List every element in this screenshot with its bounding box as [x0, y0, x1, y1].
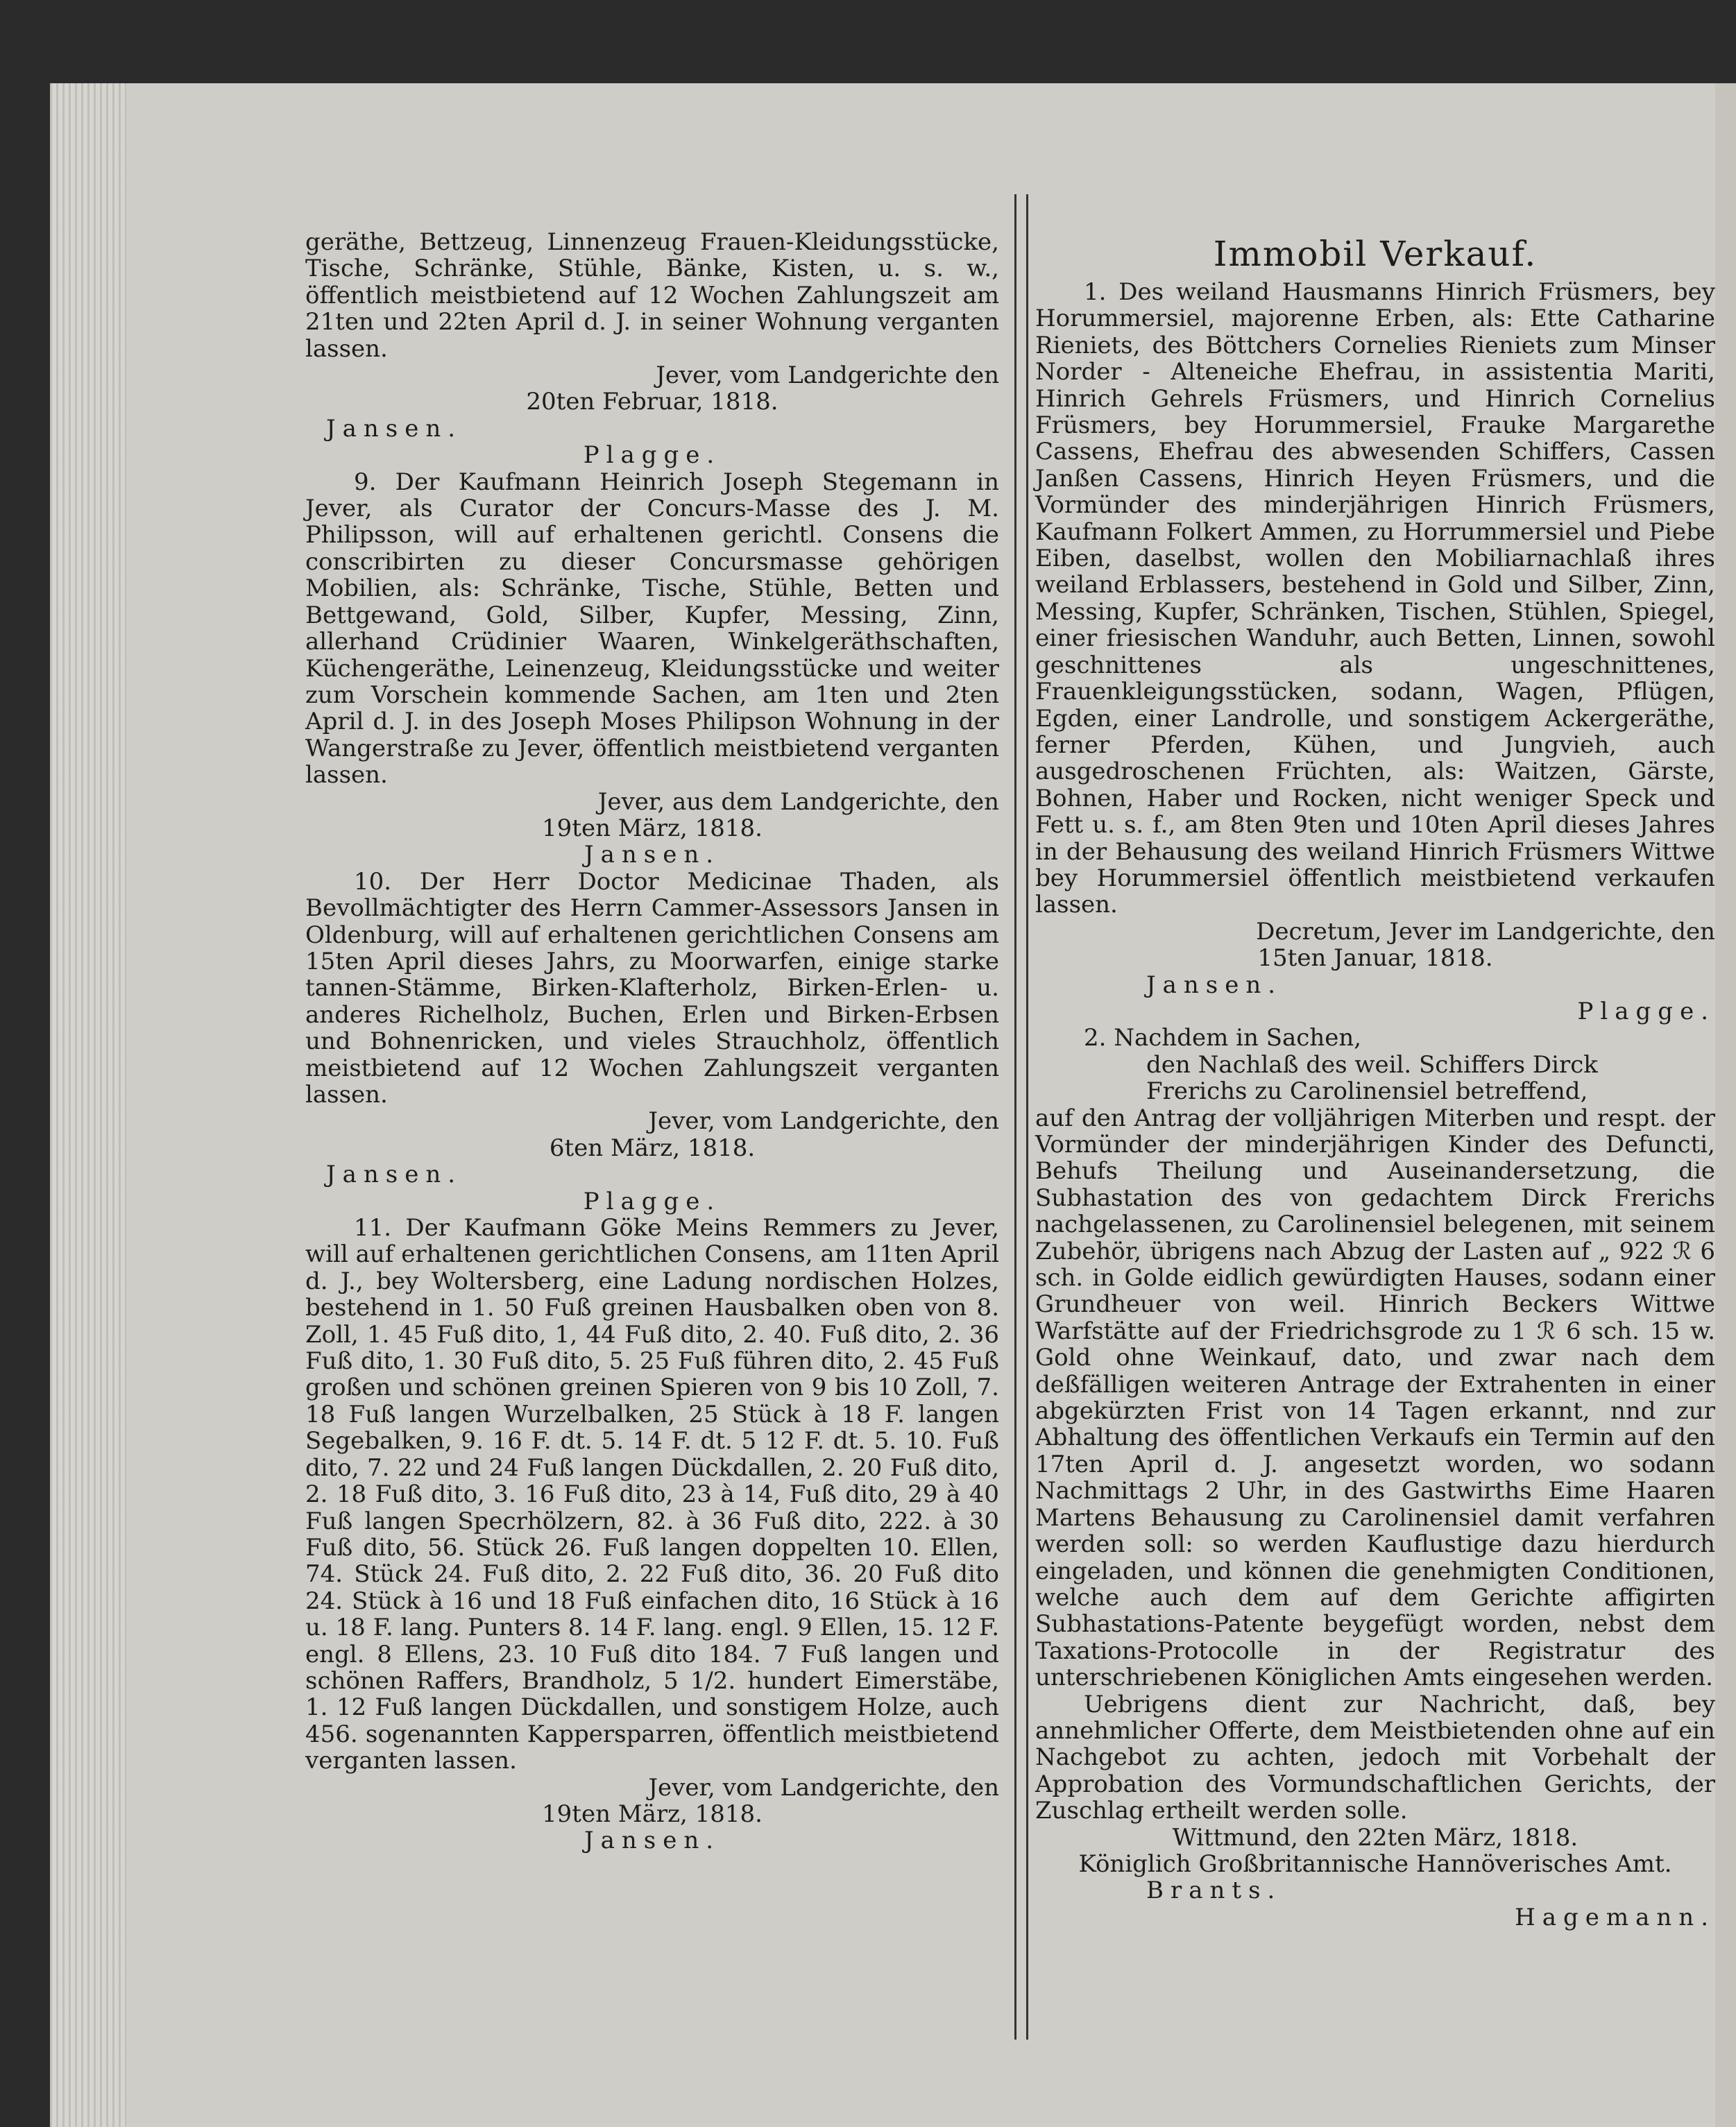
newspaper-page	[50, 83, 1736, 2127]
notice-11: 11. Der Kaufmann Göke Meins Remmers zu Jever, will auf erhaltenen gerichtlichen Consens, am 11ten April d. J., bey Woltersberg, eine Ladung nordischen Holzes, bestehend in 1. 50 Fuß greinen Hausbalken oben von 8. Zoll, 1. 45 Fuß dito, 1, 44 Fuß dito, 2. 40. Fuß dito, 2. 36 Fuß dito, 1. 30 Fuß dito, 5. 25 Fuß führen dito, 2. 45 Fuß großen und schönen greinen Spieren von 9 bis 10 Zoll, 7. 18 Fuß langen Wurzelbalken, 25 Stück à 18 F. langen Segebalken, 9. 16 F. dt. 5. 14 F. dt. 5 12 F. dt. 5. 10. Fuß dito, 7. 22 und 24 Fuß langen Dückdallen, 2. 20 Fuß dito, 2. 18 Fuß dito, 3. 16 Fuß dito, 23 à 14, Fuß dito, 29 à 40 Fuß langen Specrhölzern, 82. à 36 Fuß dito, 222. à 30 Fuß dito, 56. Stück 26. Fuß langen doppelten 10. Ellen, 74. Stück 24. Fuß dito, 2. 22 Fuß dito, 36. 20 Fuß dito 24. Stück à 16 und 18 Fuß einfachen dito, 16 Stück à 16 u. 18 F. lang. Punters 8. 14 F. lang. engl. 9 Ellen, 15. 12 F. engl. 8 Ellens, 23. 10 Fuß dito 184. 7 Fuß langen und schönen Raffers, Brandholz, 5 1/2. hundert Eimerstäbe, 1. 12 Fuß langen Dückdallen, und sonstigem Holze, auch 456. sogenannten Kappersparren, öffentlich meistbietend verganten lassen.	[305, 1214, 999, 1775]
column-divider	[1014, 194, 1028, 2040]
notice-1-signature-2: Plagge.	[1577, 997, 1715, 1025]
intro-place: Jever, vom Landgerichte den	[656, 361, 999, 390]
notice-9-date: 19ten März, 1818.	[542, 814, 763, 842]
notice-2-office: Königlich Großbritannische Hannöverisches Amt.	[1078, 1850, 1672, 1878]
notice-2-remark: Uebrigens dient zur Nachricht, daß, bey annehmlicher Offerte, dem Meistbietenden ohne auf ein Nachgebot zu achten, jedoch mit Vorbehalt der Approbation des Vormundschaftlichen Gerichts, der Zuschlag ertheilt werden solle.	[1035, 1690, 1715, 1825]
notice-2-line-2: den Nachlaß des weil. Schiffers Dirck	[1146, 1050, 1598, 1079]
intro-date: 20ten Februar, 1818.	[526, 388, 778, 416]
notice-11-signature: Jansen.	[584, 1827, 721, 1855]
notice-10-signature-1: Jansen.	[326, 1161, 463, 1189]
notice-2-signature-1: Brants.	[1146, 1877, 1282, 1905]
notice-2-line-1: 2. Nachdem in Sachen,	[1084, 1024, 1362, 1052]
notice-1-signature-1: Jansen.	[1146, 971, 1283, 999]
notice-9-place: Jever, aus dem Landgerichte, den	[597, 787, 999, 816]
notice-2-body: auf den Antrag der volljährigen Miterben und respt. der Vormünder der minderjährigen Kinder des Defuncti, Behufs Theilung und Auseinandersetzung, die Subhastation des von gedachtem Dirck Frerichs nachgelassenen, zu Carolinensiel belegenen, mit seinem Zubehör, übrigens nach Abzug der Lasten auf „ 922 ℛ 6 sch. in Golde eidlich gewürdigten Hauses, sodann einer Grundheuer von weil. Hinrich Beckers Wittwe Warfstätte auf der Friedrichsgrode zu 1 ℛ 6 sch. 15 w. Gold ohne Weinkauf, dato, und zwar nach dem deßfälligen weiteren Antrage der Extrahenten in einer abgekürzten Frist von 14 Tagen erkannt, nnd zur Abhaltung des öffentlichen Verkaufs ein Termin auf den 17ten April d. J. angesetzt worden, wo sodann Nachmittags 2 Uhr, in des Gastwirths Eime Haaren Martens Behausung zu Carolinensiel damit verfahren werden soll: so werden Kauflustige dazu hierdurch eingeladen, und können die genehmigten Conditionen, welche auch dem auf dem Gerichte affigirten Subhastations-Patente beygefügt worden, nebst dem Taxations-Protocolle in der Registratur des unterschriebenen Königlichen Amts eingesehen werden.	[1035, 1104, 1715, 1692]
notice-2-date: Wittmund, den 22ten März, 1818.	[1172, 1823, 1578, 1852]
section-heading: Immobil Verkauf.	[1213, 234, 1538, 274]
notice-2-signature-2: Hagemann.	[1515, 1903, 1715, 1931]
intro-signature-2: Plagge.	[583, 441, 722, 470]
right-column	[1035, 234, 1715, 1931]
notice-2-line-3: Frerichs zu Carolinensiel betreffend,	[1146, 1077, 1588, 1106]
notice-10: 10. Der Herr Doctor Medicinae Thaden, als Bevollmächtigter des Herrn Cammer-Assessors Jansen in Oldenburg, will auf erhaltenen gerichtlichen Consens am 15ten April dieses Jahrs, zu Moorwarfen, einige starke tannen-Stämme, Birken-Klafterholz, Birken-Erlen- u. anderes Richelholz, Buchen, Erlen und Birken-Erbsen und Bohnenricken, und vieles Strauchholz, öffentlich meistbietend auf 12 Wochen Zahlungszeit verganten lassen.	[305, 867, 999, 1109]
notice-10-place: Jever, vom Landgerichte, den	[648, 1107, 999, 1136]
intro-signature-1: Jansen.	[326, 414, 463, 443]
intro-text: geräthe, Bettzeug, Linnenzeug Frauen-Kleidungsstücke, Tische, Schränke, Stühle, Bänke, Kisten, u. s. w., öffentlich meistbietend auf 12 Wochen Zahlungszeit am 21ten und 22ten April d. J. in seiner Wohnung verganten lassen.	[305, 228, 999, 363]
notice-1: 1. Des weiland Hausmanns Hinrich Früsmers, bey Horummersiel, majorenne Erben, als: Ette Catharine Rieniets, des Böttchers Cornelies Rieniets zum Minser Norder - Alteneiche Ehefrau, in assistentia Mariti, Hinrich Gehrels Früsmers, und Hinrich Cornelius Früsmers, bey Horummersiel, Frauke Margarethe Cassens, Ehefrau des abwesenden Schiffers, Cassen Janßen Cassens, Hinrich Heyen Früsmers, und die Vormünder des minderjährigen Hinrich Früsmers, Kaufmann Folkert Ammen, zu Horrummersiel und Piebe Eiben, daselbst, wollen den Mobiliarnachlaß ihres weiland Erblassers, bestehend in Gold und Silber, Zinn, Messing, Kupfer, Schränken, Tischen, Stühlen, Spiegel, einer friesischen Wanduhr, auch Betten, Linnen, sowohl geschnittenes als ungeschnittenes, Frauenkleigungsstücken, sodann, Wagen, Pflügen, Egden, einer Landrolle, und sonstigem Ackergeräthe, ferner Pferden, Kühen, und Jungvieh, auch ausgedroschenen Früchten, als: Waitzen, Gärste, Bohnen, Haber und Rocken, nicht weniger Speck und Fett u. s. f., am 8ten 9ten und 10ten April dieses Jahres in der Behausung des weiland Hinrich Früsmers Wittwe bey Horummersiel öffentlich meistbietend verkaufen lassen.	[1035, 278, 1715, 919]
notice-9: 9. Der Kaufmann Heinrich Joseph Stegemann in Jever, als Curator der Concurs-Masse des J. M. Philipsson, will auf erhaltenen gerichtl. Consens die conscribirten zu dieser Concursmasse gehörigen Mobilien, als: Schränke, Tische, Stühle, Betten und Bettgewand, Gold, Silber, Kupfer, Messing, Zinn, allerhand Crüdinier Waaren, Winkelgeräthschaften, Küchengeräthe, Leinenzeug, Kleidungsstücke und weiter zum Vorschein kommende Sachen, am 1ten und 2ten April d. J. in des Joseph Moses Philipson Wohnung in der Wangerstraße zu Jever, öffentlich meistbietend verganten lassen.	[305, 468, 999, 789]
notice-1-place: Decretum, Jever im Landgerichte, den	[1256, 917, 1715, 946]
notice-10-signature-2: Plagge.	[583, 1187, 722, 1215]
notice-10-date: 6ten März, 1818.	[549, 1134, 756, 1162]
notice-1-date: 15ten Januar, 1818.	[1257, 944, 1493, 973]
notice-11-date: 19ten März, 1818.	[542, 1800, 763, 1828]
notice-11-place: Jever, vom Landgerichte, den	[648, 1773, 999, 1802]
left-column	[305, 229, 999, 1854]
notice-9-signature: Jansen.	[584, 841, 721, 869]
